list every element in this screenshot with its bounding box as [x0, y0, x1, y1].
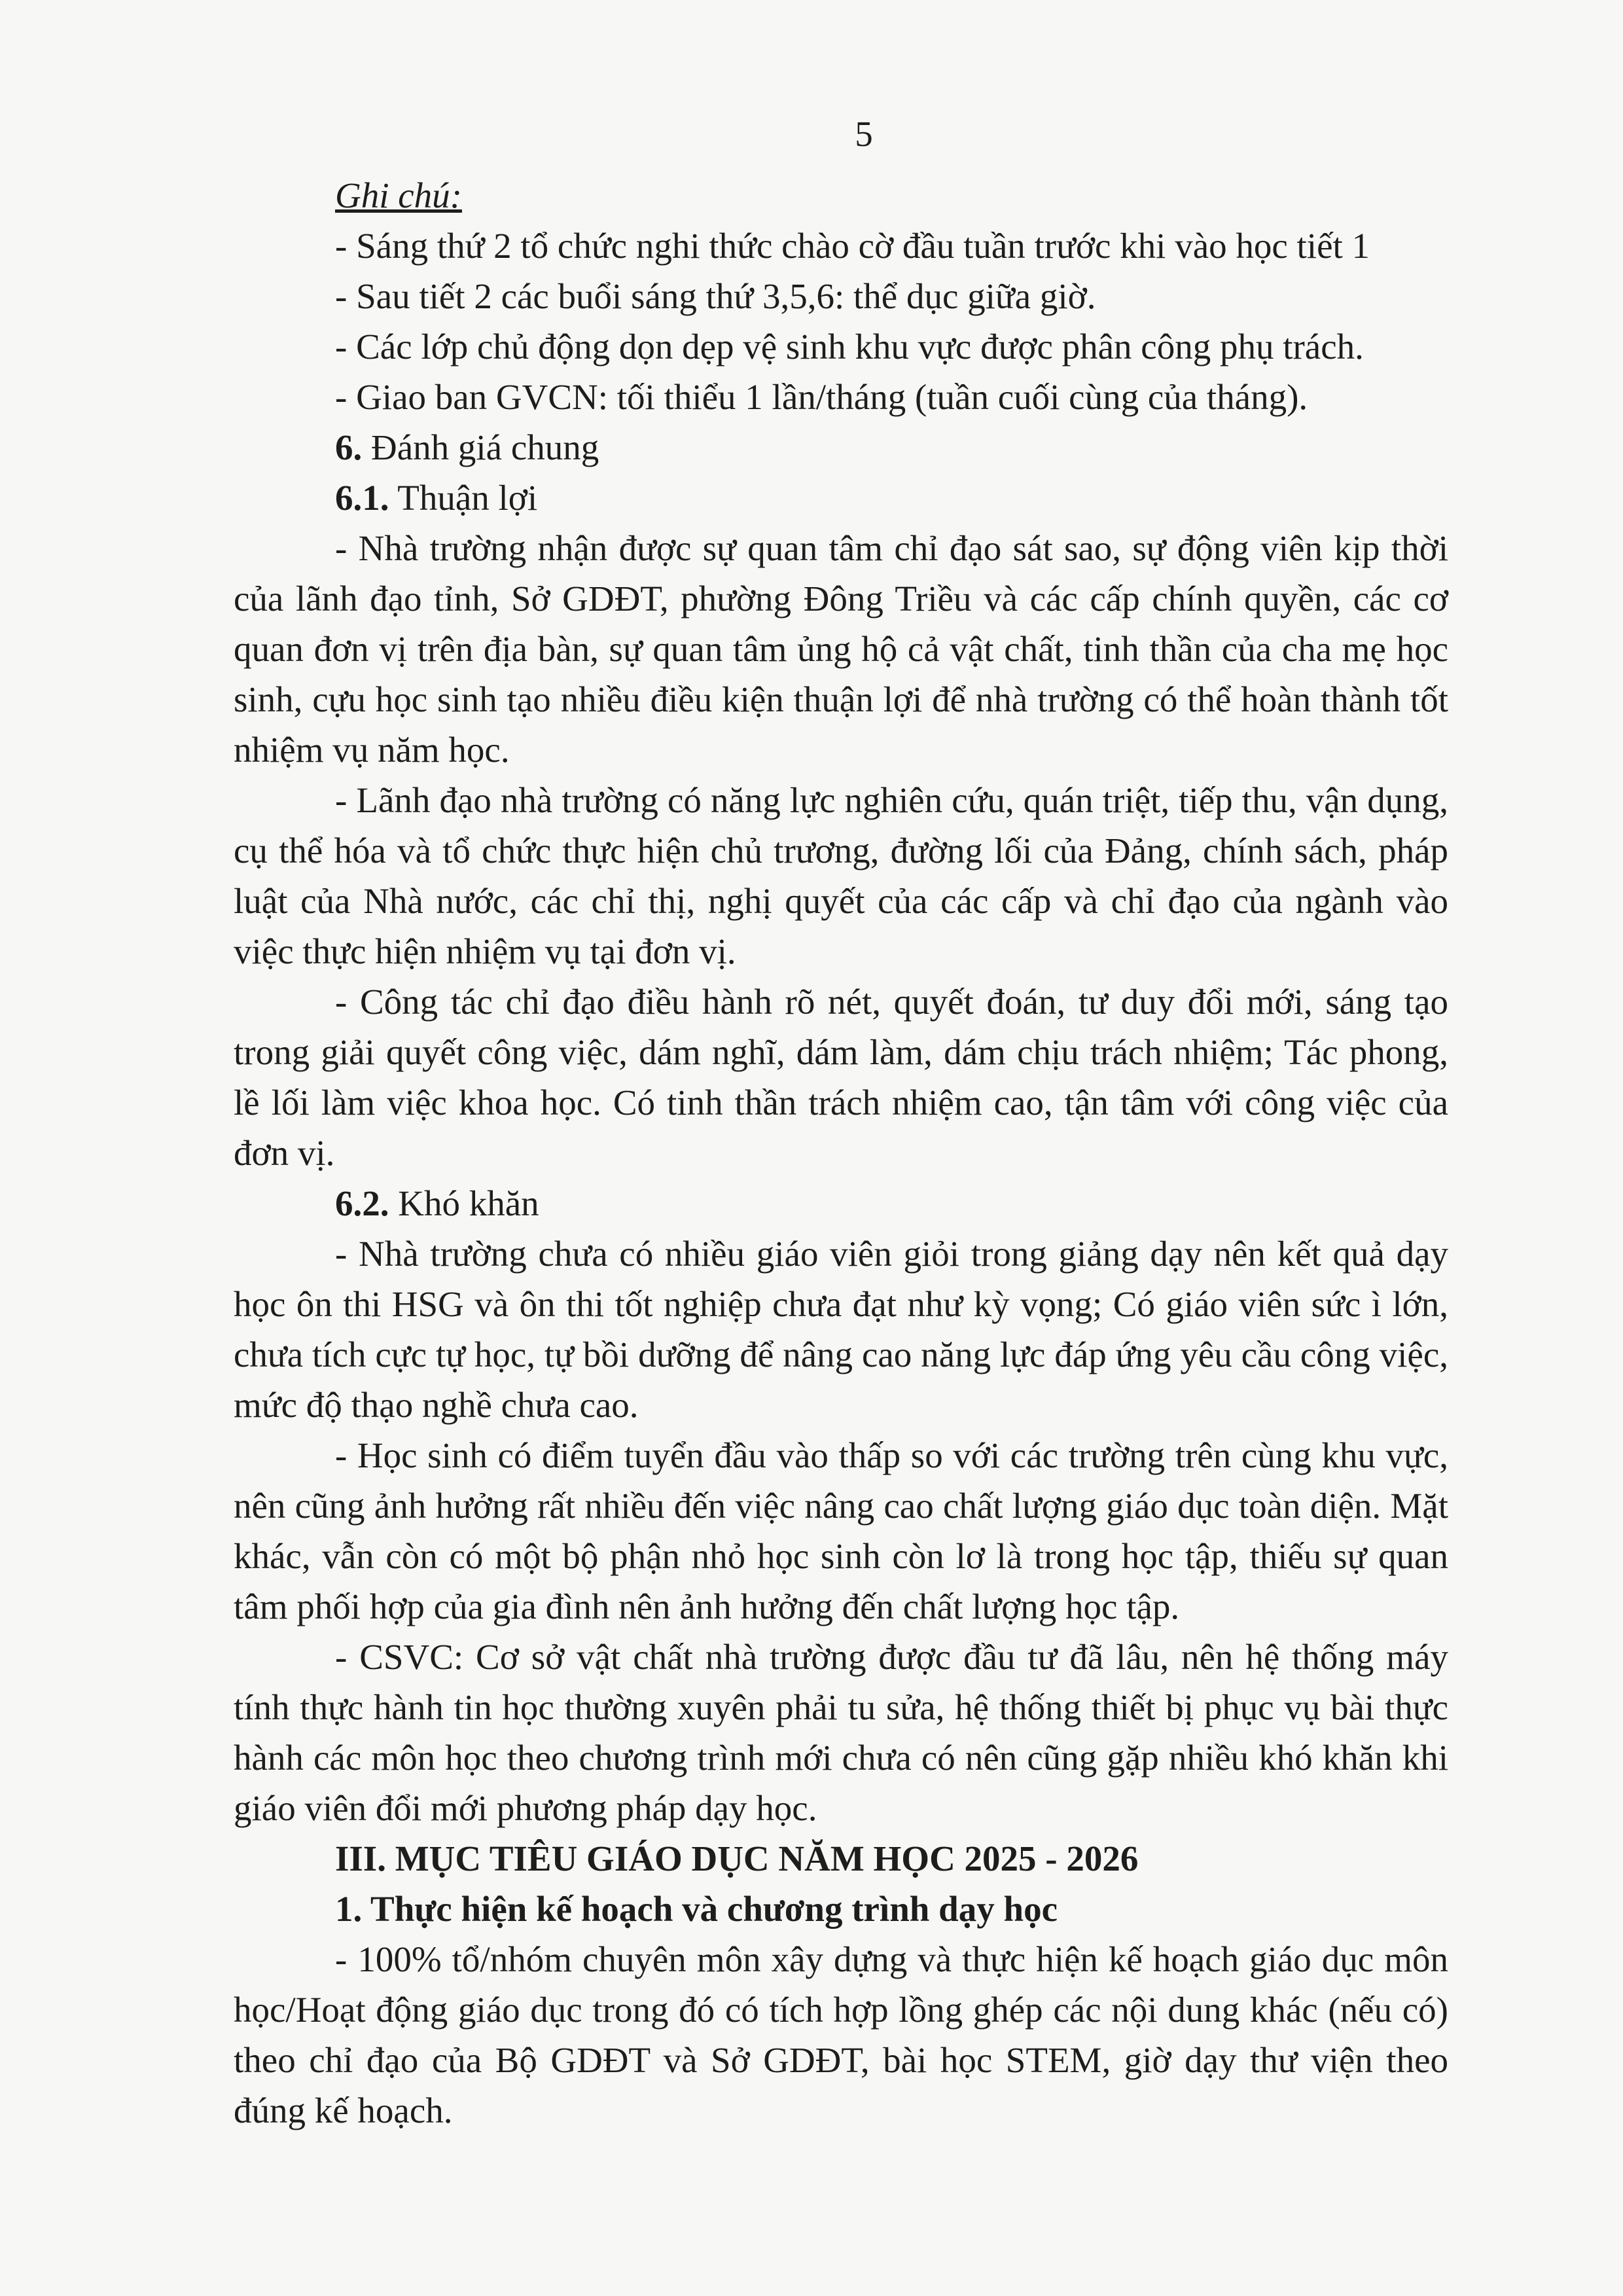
section-6-title: [234, 422, 1448, 473]
paragraph: - Học sinh có điểm tuyển đầu vào thấp so với các trường trên cùng khu vực, nên cũng ảnh hưởng rất nhiều đến việc nâng cao chất lượng giáo dục toàn diện. Mặt khác, vẫn còn có một bộ phận nhỏ học sinh còn lơ là trong học tập, thiếu sự quan tâm phối hợp của gia đình nên ảnh hưởng đến chất lượng học tập.: [234, 1435, 1448, 1626]
section-iii-1-heading: 1. Thực hiện kế hoạch và chương trình dạy học: [335, 1889, 1058, 1929]
section-iii-heading: III. MỤC TIÊU GIÁO DỤC NĂM HỌC 2025 - 2026: [335, 1839, 1139, 1878]
paragraph: - 100% tổ/nhóm chuyên môn xây dựng và thực hiện kế hoạch giáo dục môn học/Hoạt động giáo dục trong đó có tích hợp lồng ghép các nội dung khác (nếu có) theo chỉ đạo của Bộ GDĐT và Sở GDĐT, bài học STEM, giờ dạy thư viện theo đúng kế hoạch.: [234, 1939, 1448, 2130]
paragraph: - CSVC: Cơ sở vật chất nhà trường được đầu tư đã lâu, nên hệ thống máy tính thực hành tin học thường xuyên phải tu sửa, hệ thống thiết bị phục vụ bài thực hành các môn học theo chương trình mới chưa có nên cũng gặp nhiều khó khăn khi giáo viên đổi mới phương pháp dạy học.: [234, 1637, 1448, 1828]
section-6-2-number: 6.2.: [335, 1183, 389, 1223]
section-6-1-title: [234, 473, 1448, 523]
note-item: - Sau tiết 2 các buổi sáng thứ 3,5,6: thể dục giữa giờ.: [335, 276, 1096, 316]
paragraph: - Lãnh đạo nhà trường có năng lực nghiên cứu, quán triệt, tiếp thu, vận dụng, cụ thể hóa và tổ chức thực hiện chủ trương, đường lối của Đảng, chính sách, pháp luật của Nhà nước, các chỉ thị, nghị quyết của các cấp và chỉ đạo của ngành vào việc thực hiện nhiệm vụ tại đơn vị.: [234, 780, 1448, 971]
paragraph: - Nhà trường nhận được sự quan tâm chỉ đạo sát sao, sự động viên kịp thời của lãnh đạo tỉnh, Sở GDĐT, phường Đông Triều và các cấp chính quyền, các cơ quan đơn vị trên địa bàn, sự quan tâm ủng hộ cả vật chất, tinh thần của cha mẹ học sinh, cựu học sinh tạo nhiều điều kiện thuận lợi để nhà trường có thể hoàn thành tốt nhiệm vụ năm học.: [234, 528, 1448, 770]
page-number: 5: [855, 114, 873, 154]
note-item: - Sáng thứ 2 tổ chức nghi thức chào cờ đầu tuần trước khi vào học tiết 1: [335, 226, 1370, 266]
section-6-label: Đánh giá chung: [362, 427, 599, 467]
notes-title: Ghi chú:: [335, 175, 462, 215]
note-item: - Các lớp chủ động dọn dẹp vệ sinh khu vực được phân công phụ trách.: [335, 327, 1364, 367]
paragraph: - Nhà trường chưa có nhiều giáo viên giỏi trong giảng dạy nên kết quả dạy học ôn thi HSG và ôn thi tốt nghiệp chưa đạt như kỳ vọng; Có giáo viên sức ì lớn, chưa tích cực tự học, tự bồi dưỡng để nâng cao năng lực đáp ứng yêu cầu công việc, mức độ thạo nghề chưa cao.: [234, 1234, 1448, 1425]
paragraph: - Công tác chỉ đạo điều hành rõ nét, quyết đoán, tư duy đổi mới, sáng tạo trong giải quyết công việc, dám nghĩ, dám làm, dám chịu trách nhiệm; Tác phong, lề lối làm việc khoa học. Có tinh thần trách nhiệm cao, tận tâm với công việc của đơn vị.: [234, 982, 1448, 1173]
note-item: - Giao ban GVCN: tối thiểu 1 lần/tháng (tuần cuối cùng của tháng).: [335, 377, 1308, 417]
section-6-number: 6.: [335, 427, 363, 467]
section-6-2-title: [234, 1178, 1448, 1229]
section-6-1-number: 6.1.: [335, 478, 389, 518]
section-6-1-label: Thuận lợi: [389, 478, 538, 518]
section-6-2-label: Khó khăn: [389, 1183, 539, 1223]
page-content: [234, 170, 1448, 2136]
